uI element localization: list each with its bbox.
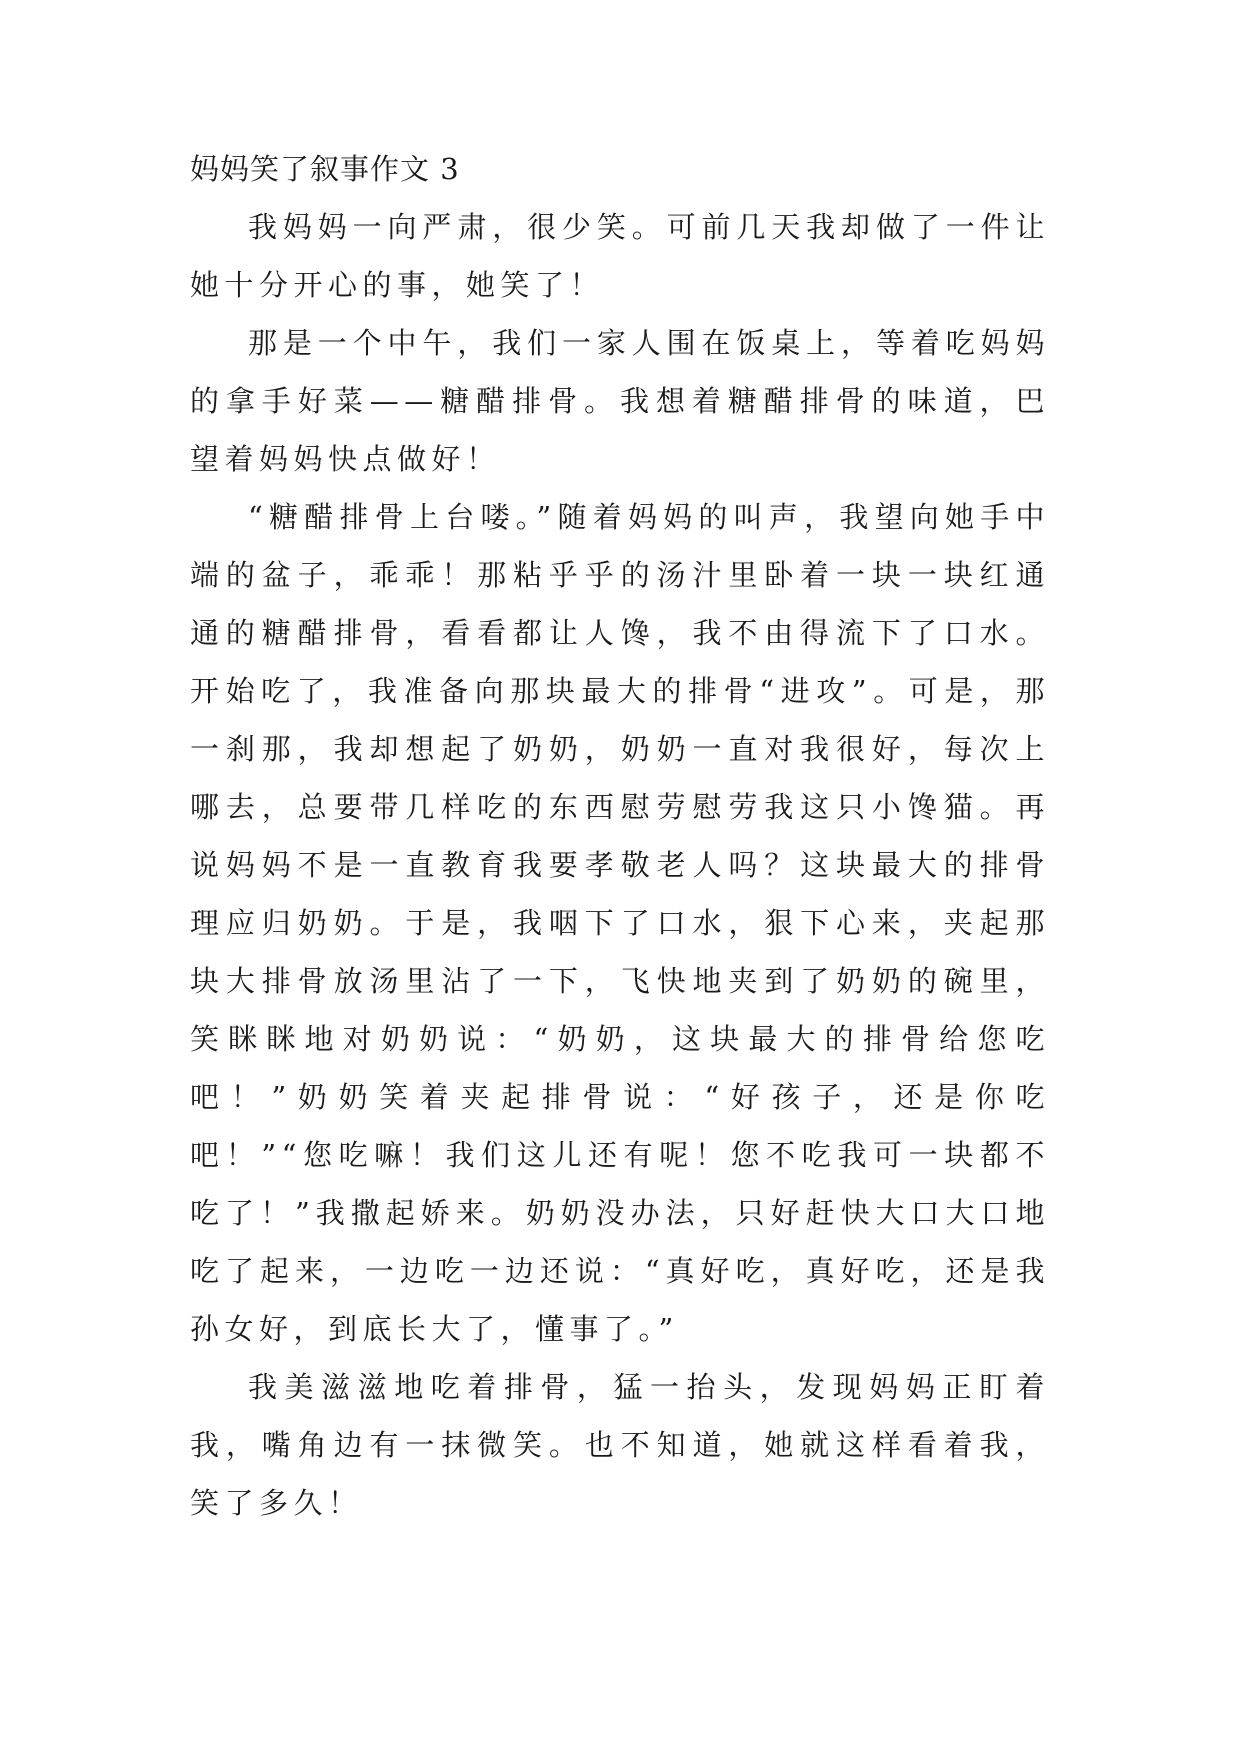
- paragraph-3: “糖醋排骨上台喽。”随着妈妈的叫声，我望向她手中端的盆子，乖乖！那粘乎乎的汤汁里卧着一块一块红通通的糖醋排骨，看看都让人馋，我不由得流下了口水。开始吃了，我准备向那块最大的排骨“进攻”。可是，那一刹那，我却想起了奶奶，奶奶一直对我很好，每次上哪去，总要带几样吃的东西慰劳慰劳我这只小馋猫。再说妈妈不是一直教育我要孝敬老人吗？这块最大的排骨理应归奶奶。于是，我咽下了口水，狠下心来，夹起那块大排骨放汤里沾了一下，飞快地夹到了奶奶的碗里，笑眯眯地对奶奶说：“奶奶，这块最大的排骨给您吃吧！”奶奶笑着夹起排骨说：“好孩子，还是你吃吧！”“您吃嘛！我们这儿还有呢！您不吃我可一块都不吃了！”我撒起娇来。奶奶没办法，只好赶快大口大口地吃了起来，一边吃一边还说：“真好吃，真好吃，还是我孙女好，到底长大了，懂事了。”: [190, 500, 1050, 1346]
- paragraph-2: 那是一个中午，我们一家人围在饭桌上，等着吃妈妈的拿手好菜——糖醋排骨。我想着糖醋排骨的味道，巴望着妈妈快点做好！: [190, 326, 1050, 476]
- document-page: [190, 140, 1050, 1532]
- paragraph-1: 我妈妈一向严肃，很少笑。可前几天我却做了一件让她十分开心的事，她笑了！: [190, 210, 1050, 302]
- paragraph-4: 我美滋滋地吃着排骨，猛一抬头，发现妈妈正盯着我，嘴角边有一抹微笑。也不知道，她就这样看着我，笑了多久！: [190, 1370, 1050, 1520]
- document-title: 妈妈笑了叙事作文 3: [190, 152, 460, 186]
